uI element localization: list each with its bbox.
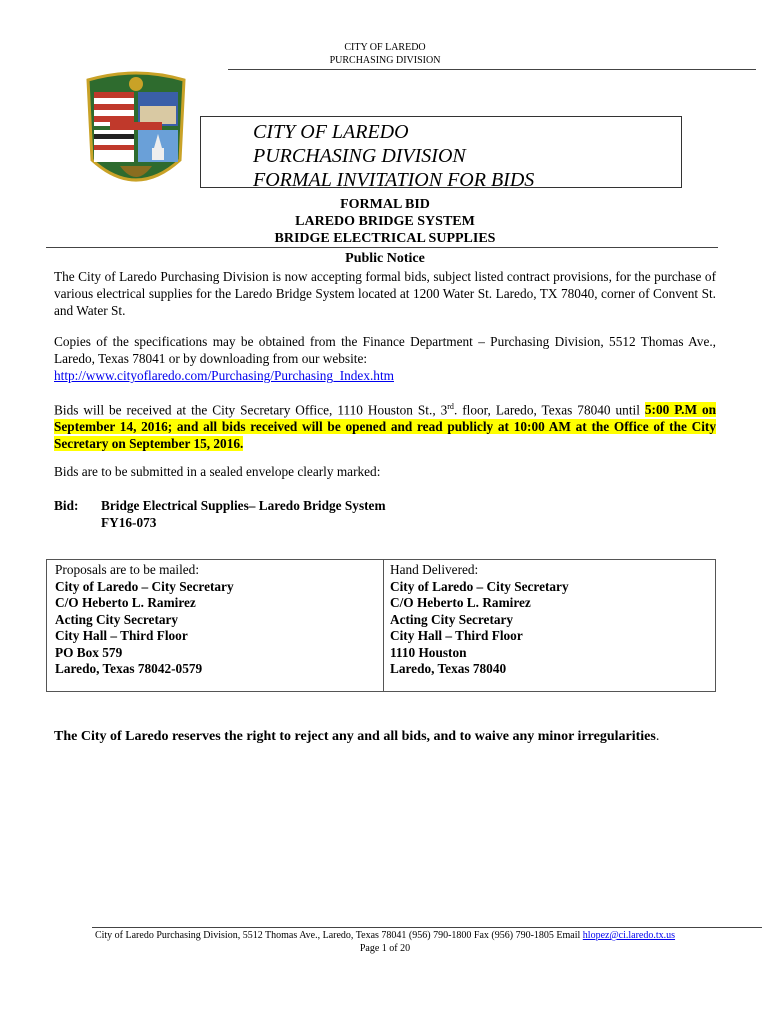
formal-bid-heading: FORMAL BID (340, 197, 430, 212)
bid-deadline-sup: rd (447, 402, 454, 411)
footer-email-link[interactable]: hlopez@ci.laredo.tx.us (582, 930, 676, 941)
header-division: PURCHASING DIVISION (329, 55, 441, 66)
mailed-line: City Hall – Third Floor (55, 628, 188, 643)
title-box (200, 116, 682, 191)
bid-number: FY16-073 (101, 515, 157, 530)
page-number: Page 1 of 20 (359, 943, 411, 954)
bid-name: Bridge Electrical Supplies– Laredo Bridge System (101, 498, 386, 513)
footer-rule (92, 927, 762, 928)
hand-heading: Hand Delivered: (390, 562, 479, 577)
mailed-address-column (55, 562, 234, 678)
address-table-divider (383, 560, 384, 691)
title-line-city: CITY OF LAREDO (253, 121, 409, 143)
sealed-envelope-paragraph: Bids are to be submitted in a sealed envelope clearly marked: (54, 464, 381, 479)
mailed-line: Acting City Secretary (55, 611, 179, 627)
purchasing-website-link[interactable]: http://www.cityoflaredo.com/Purchasing/Purchasing_Index.htm (54, 368, 394, 383)
mailed-line: Laredo, Texas 78042-0579 (55, 661, 203, 676)
hand-line: Laredo, Texas 78040 (390, 661, 507, 676)
section-rule (46, 247, 718, 248)
public-notice-heading: Public Notice (345, 251, 425, 266)
hand-line: City Hall – Third Floor (390, 628, 523, 643)
title-line-division: PURCHASING DIVISION (253, 145, 466, 167)
mailed-line: City of Laredo – City Secretary (55, 578, 234, 594)
hand-line: City of Laredo – City Secretary (390, 578, 569, 594)
reservation-period: . (655, 729, 660, 744)
header-rule (228, 69, 756, 70)
specifications-text: Copies of the specifications may be obtained from the Finance Department – Purchasing Division, 5512 Thomas Ave., Laredo, Texas 78041 or by downloading from our website: (54, 334, 716, 366)
bid-deadline-highlight: 5:00 P.M on September 14, 2016; and all bids received will be opened and read publicly at 10:00 AM at the Office of the City Secretary on September 15, 2016. (54, 402, 716, 452)
mailed-line: PO Box 579 (55, 644, 123, 660)
specifications-paragraph (54, 333, 716, 384)
reservation-statement (54, 728, 734, 746)
bid-deadline-text-a: Bids will be received at the City Secretary Office, 1110 Houston St., 3 (54, 402, 448, 418)
mailed-heading: Proposals are to be mailed: (55, 562, 200, 577)
electrical-supplies-heading: BRIDGE ELECTRICAL SUPPLIES (274, 231, 496, 246)
hand-line: C/O Heberto L. Ramirez (390, 595, 531, 610)
bridge-system-heading: LAREDO BRIDGE SYSTEM (295, 214, 475, 229)
bid-deadline-paragraph (54, 398, 716, 452)
footer-address-text: City of Laredo Purchasing Division, 5512 Thomas Ave., Laredo, Texas 78041 (956) 790-1800 Fax (956) 790-1805 Email (94, 930, 583, 941)
reservation-text: The City of Laredo reserves the right to reject any and all bids, and to waive any minor irregularities (54, 729, 656, 744)
title-line-invitation: FORMAL INVITATION FOR BIDS (253, 169, 535, 191)
city-seal-icon (80, 70, 192, 195)
footer-address (0, 930, 770, 942)
intro-paragraph: The City of Laredo Purchasing Division is now accepting formal bids, subject listed contract provisions, for the purchase of various electrical supplies for the Laredo Bridge System located at 1200 Water St. Laredo, TX 78040, corner of Convent St. and Water St. (54, 269, 716, 318)
hand-line: 1110 Houston (390, 644, 467, 660)
bid-label: Bid: (54, 498, 79, 513)
bid-deadline-text-b: . floor, Laredo, Texas 78040 until (453, 402, 645, 418)
hand-line: Acting City Secretary (390, 611, 514, 627)
hand-delivered-column (390, 562, 569, 678)
address-table (46, 559, 716, 692)
header-city: CITY OF LAREDO (344, 42, 426, 53)
mailed-line: C/O Heberto L. Ramirez (55, 595, 196, 610)
